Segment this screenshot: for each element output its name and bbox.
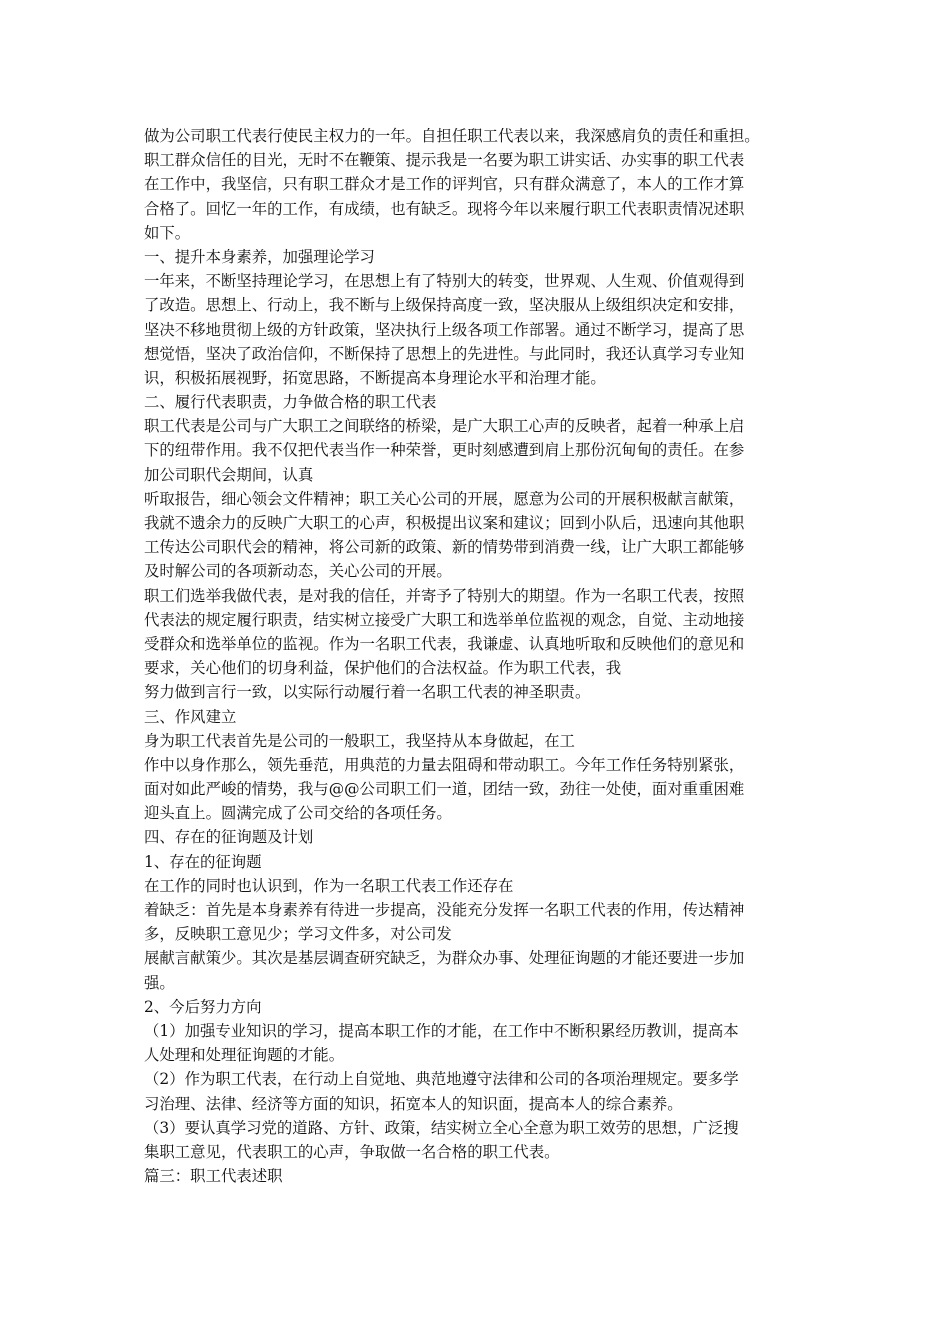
text-line: 集职工意见，代表职工的心声，争取做一名合格的职工代表。 xyxy=(144,1142,560,1161)
text-line: 下的纽带作用。我不仅把代表当作一种荣誉，更时刻感遭到肩上那份沉甸甸的责任。在参 xyxy=(144,441,745,460)
text-line: 做为公司职工代表行使民主权力的一年。自担任职工代表以来，我深感肩负的责任和重担。 xyxy=(144,127,760,145)
text-line: 一、提升本身素养，加强理论学习 xyxy=(144,247,375,266)
text-line: 识，积极拓展视野，拓宽思路，不断提高本身理论水平和治理才能。 xyxy=(144,368,606,387)
text-line: 加公司职代会期间，认真 xyxy=(144,465,314,484)
text-line: 在工作的同时也认识到，作为一名职工代表工作还存在 xyxy=(144,876,514,895)
text-line: 人处理和处理征询题的才能。 xyxy=(144,1046,345,1065)
text-line: 工传达公司职代会的精神，将公司新的政策、新的情势带到消费一线，让广大职工都能够 xyxy=(144,538,745,557)
text-line: 二、履行代表职责，力争做合格的职工代表 xyxy=(144,393,437,412)
text-line: 及时解公司的各项新动态，关心公司的开展。 xyxy=(144,562,452,581)
document-page xyxy=(144,124,814,1188)
text-line: 面对如此严峻的情势，我与@@公司职工们一道，团结一致，劲往一处使，面对重重困难 xyxy=(144,780,745,799)
text-line: 合格了。回忆一年的工作，有成绩，也有缺乏。现将今年以来履行职工代表职责情况述职 xyxy=(144,199,745,218)
text-line: 坚决不移地贯彻上级的方针政策，坚决执行上级各项工作部署。通过不断学习，提高了思 xyxy=(144,320,745,339)
text-line: 迎头直上。圆满完成了公司交给的各项任务。 xyxy=(144,804,452,823)
text-line: 受群众和选举单位的监视。作为一名职工代表，我谦虚、认真地听取和反映他们的意见和 xyxy=(144,634,745,653)
text-line: 1、存在的征询题 xyxy=(144,852,262,871)
text-line: 要求，关心他们的切身利益，保护他们的合法权益。作为职工代表，我 xyxy=(144,659,622,678)
text-line: 职工群众信任的目光，无时不在鞭策、提示我是一名要为职工讲实话、办实事的职工代表 xyxy=(144,151,745,170)
text-line: 职工代表是公司与广大职工之间联络的桥梁，是广大职工心声的反映者，起着一种承上启 xyxy=(144,417,745,436)
text-line: 我就不遗余力的反映广大职工的心声，积极提出议案和建议；回到小队后，迅速向其他职 xyxy=(144,514,745,532)
text-line: 展献言献策少。其次是基层调查研究缺乏，为群众办事、处理征询题的才能还要进一步加 xyxy=(144,949,745,968)
text-line: 篇三：职工代表述职 xyxy=(144,1167,283,1186)
text-line: 如下。 xyxy=(144,223,191,242)
text-line: 努力做到言行一致，以实际行动履行着一名职工代表的神圣职责。 xyxy=(144,683,591,702)
text-line: 代表法的规定履行职责，结实树立接受广大职工和选举单位监视的观念，自觉、主动地接 xyxy=(144,610,745,629)
text-line: （1）加强专业知识的学习，提高本职工作的才能，在工作中不断积累经历教训，提高本 xyxy=(144,1021,739,1040)
text-line: 强。 xyxy=(144,973,175,992)
text-line: 身为职工代表首先是公司的一般职工，我坚持从本身做起，在工 xyxy=(144,731,575,750)
text-line: 2、今后努力方向 xyxy=(144,997,262,1016)
text-line: 作中以身作那么，领先垂范，用典范的力量去阻碍和带动职工。今年工作任务特别紧张， xyxy=(144,755,745,774)
text-line: 想觉悟，坚决了政治信仰，不断保持了思想上的先进性。与此同时，我还认真学习专业知 xyxy=(144,344,745,363)
text-line: 听取报告，细心领会文件精神；职工关心公司的开展，愿意为公司的开展积极献言献策， xyxy=(144,489,745,508)
text-line: 四、存在的征询题及计划 xyxy=(144,828,314,847)
text-line: 了改造。思想上、行动上，我不断与上级保持高度一致，坚决服从上级组织决定和安排， xyxy=(144,296,745,315)
text-line: （3）要认真学习党的道路、方针、政策，结实树立全心全意为职工效劳的思想，广泛搜 xyxy=(144,1118,739,1137)
text-line: 着缺乏：首先是本身素养有待进一步提高，没能充分发挥一名职工代表的作用，传达精神 xyxy=(144,901,745,919)
text-line: 多，反映职工意见少；学习文件多，对公司发 xyxy=(144,925,452,944)
text-line: 习治理、法律、经济等方面的知识，拓宽本人的知识面，提高本人的综合素养。 xyxy=(144,1094,683,1113)
text-line: 在工作中，我坚信，只有职工群众才是工作的评判官，只有群众满意了，本人的工作才算 xyxy=(144,175,745,194)
text-line: 职工们选举我做代表，是对我的信任，并寄予了特别大的期望。作为一名职工代表，按照 xyxy=(144,586,745,605)
text-line: 一年来，不断坚持理论学习，在思想上有了特别大的转变，世界观、人生观、价值观得到 xyxy=(144,272,745,291)
text-line: （2）作为职工代表，在行动上自觉地、典范地遵守法律和公司的各项治理规定。要多学 xyxy=(144,1070,739,1089)
text-line: 三、作风建立 xyxy=(144,707,237,726)
